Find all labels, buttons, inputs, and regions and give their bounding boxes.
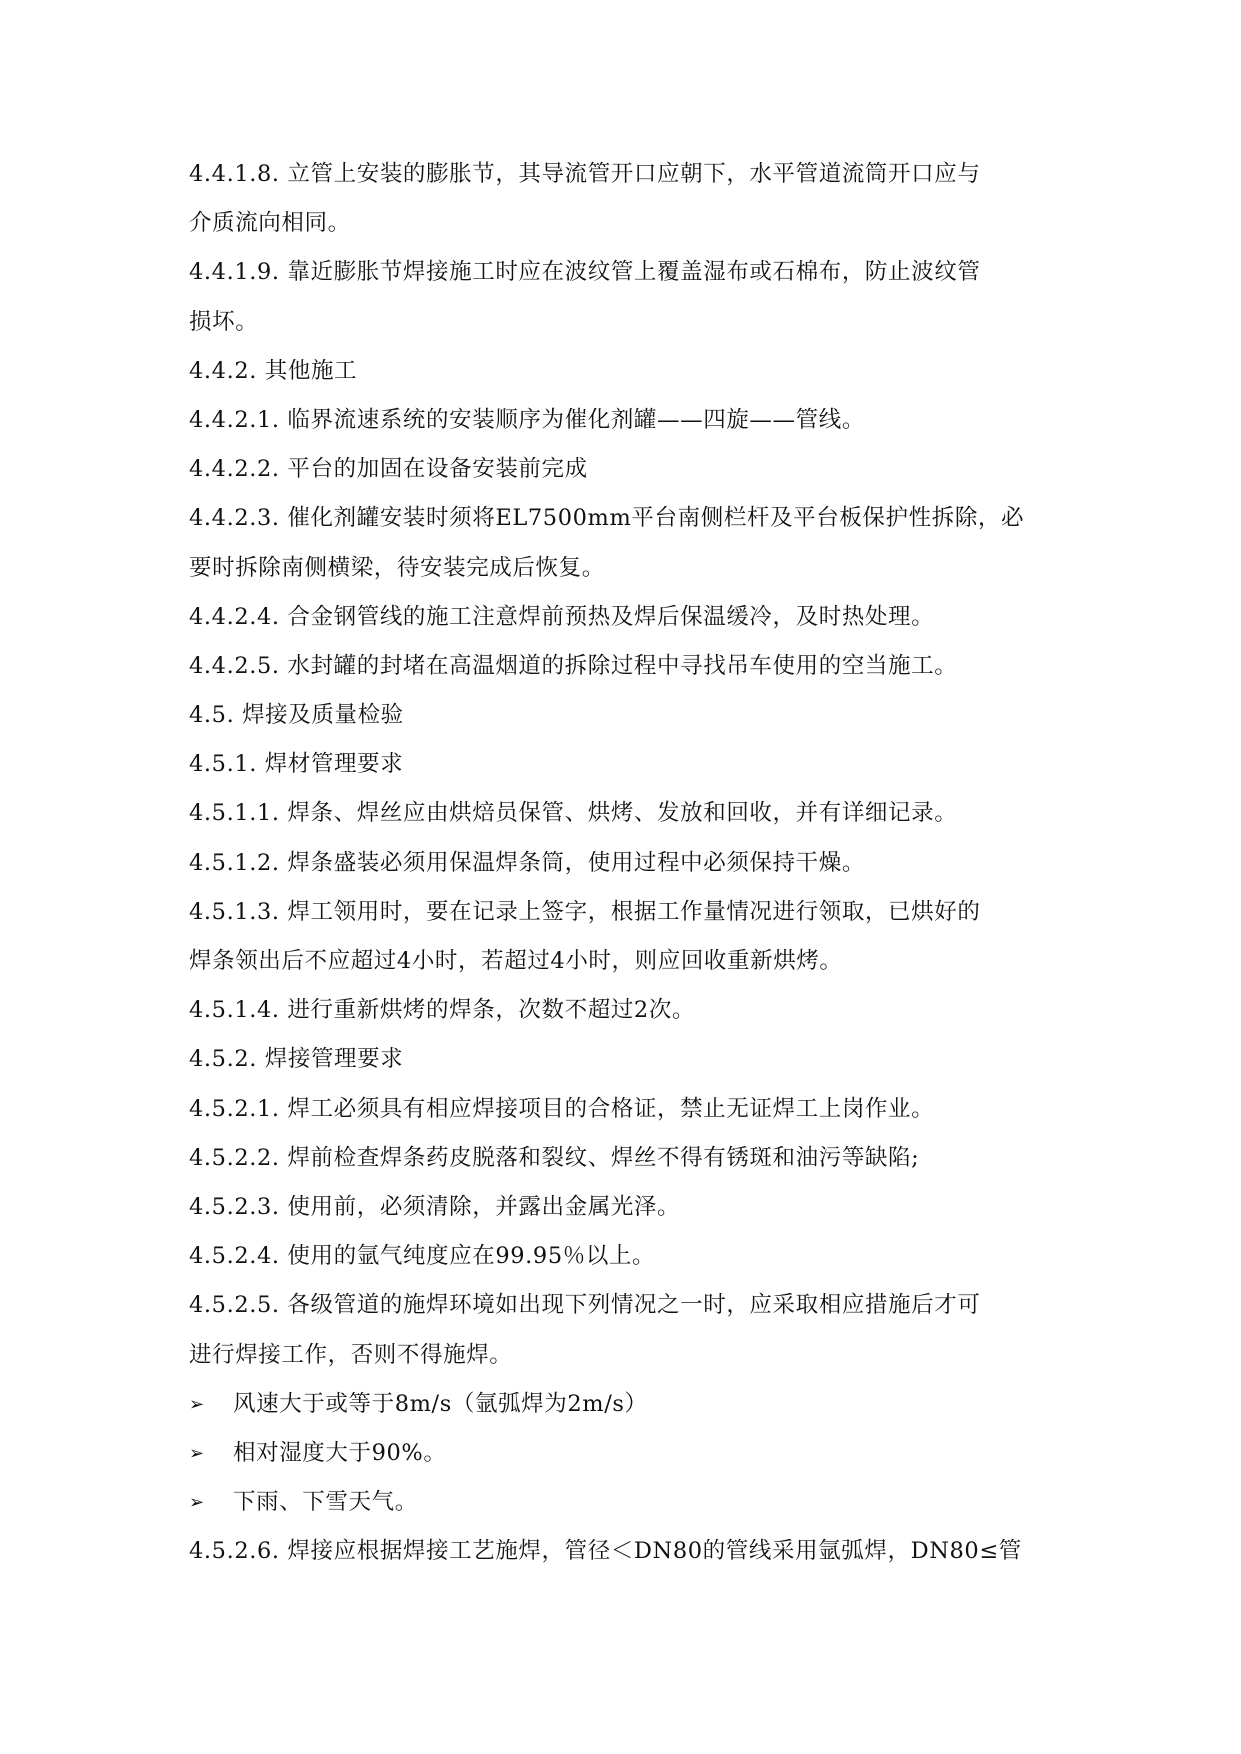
bullet-item [189, 1429, 1059, 1478]
text-line: 4.5.2.5. 各级管道的施焊环境如出现下列情况之一时，应采取相应措施后才可 [189, 1292, 981, 1319]
text-line: 4.5.2.6. 焊接应根据焊接工艺施焊，管径＜DN80的管线采用氩弧焊，DN80≤管 [189, 1538, 1022, 1565]
text-line: 要时拆除南侧横梁，待安装完成后恢复。 [189, 554, 605, 581]
bullet-item [189, 1380, 1059, 1429]
text-line: 4.5.1.3. 焊工领用时，要在记录上签字，根据工作量情况进行领取，已烘好的 [189, 898, 981, 925]
text-line: 4.5.2.2. 焊前检查焊条药皮脱落和裂纹、焊丝不得有锈斑和油污等缺陷; [189, 1144, 920, 1171]
text-line: 4.5.1.1. 焊条、焊丝应由烘焙员保管、烘烤、发放和回收，并有详细记录。 [189, 800, 958, 827]
arrow-bullet-icon: ➢ [189, 1442, 205, 1464]
bullet-text: 下雨、下雪天气。 [233, 1489, 418, 1516]
arrow-bullet-icon: ➢ [189, 1492, 205, 1514]
text-line: 4.5.1.4. 进行重新烘烤的焊条，次数不超过2次。 [189, 997, 696, 1024]
text-line: 4.4.2.5. 水封罐的封堵在高温烟道的拆除过程中寻找吊车使用的空当施工。 [189, 652, 958, 679]
text-line: 进行焊接工作，否则不得施焊。 [189, 1341, 513, 1368]
text-line: 焊条领出后不应超过4小时，若超过4小时，则应回收重新烘烤。 [189, 948, 843, 974]
bullet-text: 相对湿度大于90%。 [233, 1439, 447, 1466]
text-line: 4.5.2.3. 使用前，必须清除，并露出金属光泽。 [189, 1193, 681, 1220]
text-line: 4.4.2.3. 催化剂罐安装时须将EL7500mm平台南侧栏杆及平台板保护性拆除，必 [189, 505, 1025, 532]
text-line: 4.5.2.4. 使用的氩气纯度应在99.95％以上。 [189, 1243, 656, 1270]
document-body [189, 150, 1059, 1576]
arrow-bullet-icon: ➢ [189, 1393, 205, 1415]
bullet-item [189, 1478, 1059, 1527]
text-line: 4.4.2.1. 临界流速系统的安装顺序为催化剂罐——四旋——管线。 [189, 406, 865, 433]
text-line: 4.4.1.8. 立管上安装的膨胀节，其导流管开口应朝下，水平管道流筒开口应与 [189, 161, 981, 187]
text-line: 介质流向相同。 [189, 210, 351, 237]
text-line: 4.5.2.1. 焊工必须具有相应焊接项目的合格证，禁止无证焊工上岗作业。 [189, 1095, 935, 1122]
text-line: 4.4.2.4. 合金钢管线的施工注意焊前预热及焊后保温缓冷，及时热处理。 [189, 603, 935, 630]
section-heading: 4.5.2. 焊接管理要求 [189, 1046, 404, 1073]
text-line: 4.4.2.2. 平台的加固在设备安装前完成 [189, 456, 588, 483]
bullet-text: 风速大于或等于8m/s（氩弧焊为2m/s） [233, 1390, 648, 1417]
text-line: 4.5.1.2. 焊条盛装必须用保温焊条筒，使用过程中必须保持干燥。 [189, 849, 865, 876]
section-heading: 4.5.1. 焊材管理要求 [189, 751, 404, 778]
text-line: 4.4.1.9. 靠近膨胀节焊接施工时应在波纹管上覆盖湿布或石棉布，防止波纹管 [189, 259, 981, 286]
section-heading: 4.5. 焊接及质量检验 [189, 702, 404, 729]
text-line: 损坏。 [189, 308, 259, 335]
section-heading: 4.4.2. 其他施工 [189, 357, 358, 384]
